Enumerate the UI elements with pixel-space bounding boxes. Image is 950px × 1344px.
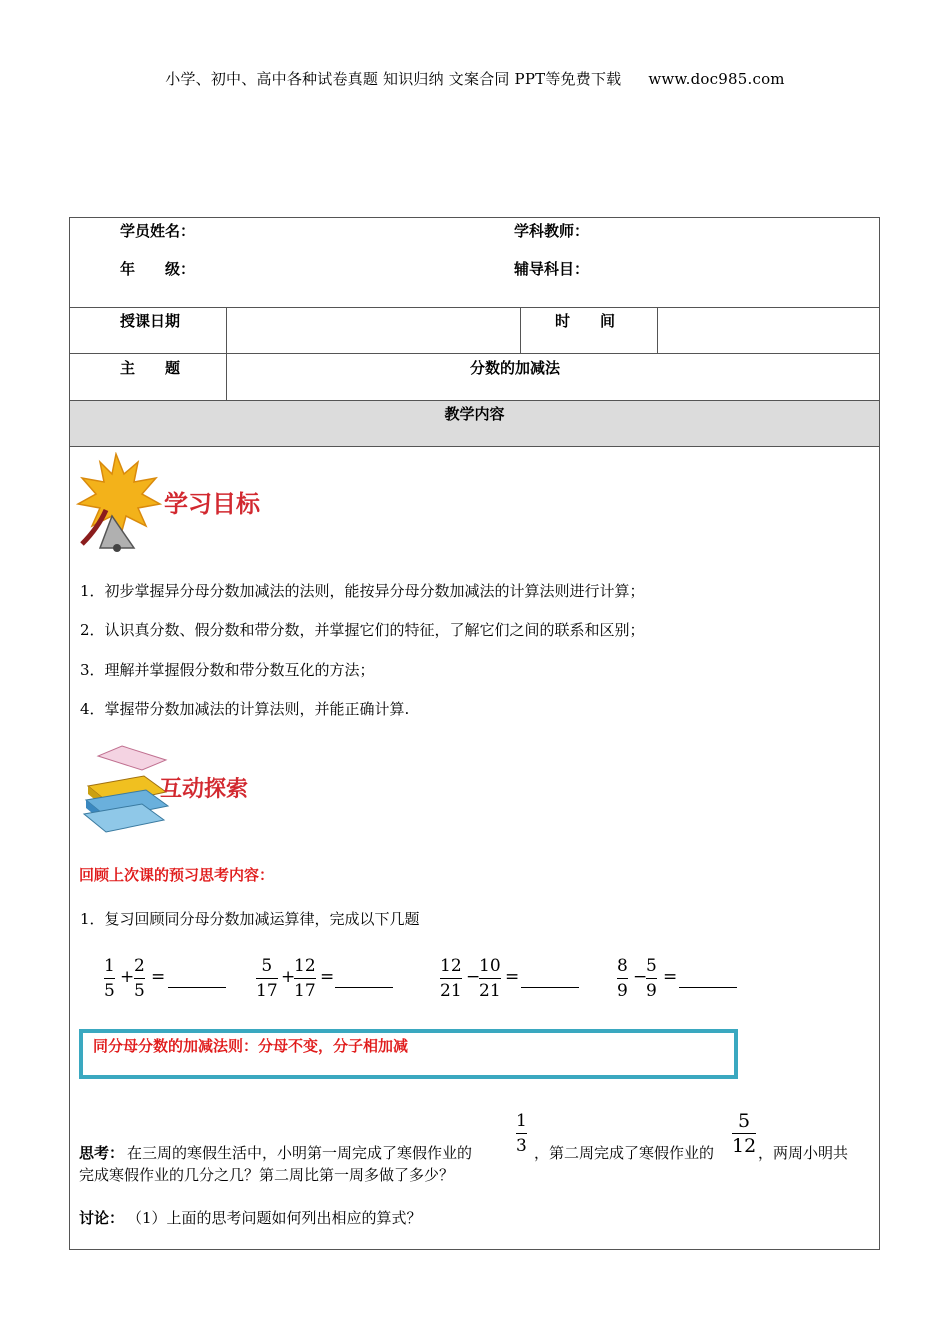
discuss-text: （1）上面的思考问题如何列出相应的算式？ bbox=[127, 1209, 422, 1227]
header-site: www.doc985.com bbox=[648, 70, 785, 88]
operator: − bbox=[466, 967, 481, 987]
think-label: 思考： bbox=[79, 1144, 125, 1162]
fraction: 1 3 bbox=[516, 1111, 527, 1156]
equals-sign: = bbox=[320, 967, 335, 987]
objective-item: 4．掌握带分数加减法的计算法则，并能正确计算. bbox=[80, 700, 410, 718]
objectives-title: 学习目标 bbox=[164, 490, 260, 518]
divider bbox=[520, 308, 521, 353]
answer-blank[interactable] bbox=[335, 987, 393, 988]
objective-item: 1．初步掌握异分母分数加减法的法则，能按异分母分数加减法的计算法则进行计算； bbox=[80, 582, 645, 600]
subject-label: 辅导科目： bbox=[514, 260, 590, 278]
equals-sign: = bbox=[151, 967, 166, 987]
explore-banner bbox=[82, 742, 282, 834]
date-row bbox=[70, 308, 879, 354]
rule-text: 同分母分数的加减法则：分母不变，分子相加减 bbox=[93, 1037, 409, 1055]
divider bbox=[226, 354, 227, 400]
equals-sign: = bbox=[663, 967, 678, 987]
review-heading: 回顾上次课的预习思考内容： bbox=[79, 866, 275, 884]
topic-value: 分数的加减法 bbox=[470, 359, 561, 377]
time-label: 时 间 bbox=[555, 312, 616, 330]
student-name-label: 学员姓名： bbox=[120, 222, 196, 240]
fraction: 12 17 bbox=[294, 956, 316, 1001]
think-text-4: 完成寒假作业的几分之几？第二周比第一周多做了多少？ bbox=[79, 1166, 455, 1184]
info-row bbox=[70, 218, 879, 308]
fraction: 5 12 bbox=[732, 1110, 757, 1157]
lesson-sheet bbox=[69, 217, 880, 1250]
divider bbox=[657, 308, 658, 353]
content-header-row bbox=[70, 401, 879, 447]
operator: + bbox=[120, 967, 135, 987]
page-header bbox=[0, 68, 950, 89]
operator: − bbox=[633, 967, 648, 987]
header-text: 小学、初中、高中各种试卷真题 知识归纳 文案合同 PPT等免费下载 bbox=[165, 70, 622, 88]
grade-label: 年 级： bbox=[120, 260, 196, 278]
rule-box bbox=[79, 1029, 738, 1079]
discuss-label: 讨论： bbox=[79, 1209, 125, 1227]
review-item: 1．复习回顾同分母分数加减运算律，完成以下几题 bbox=[80, 910, 420, 928]
fraction: 1 5 bbox=[104, 956, 115, 1001]
topic-label: 主 题 bbox=[120, 359, 181, 377]
explore-title: 互动探索 bbox=[160, 777, 249, 802]
objective-item: 3．理解并掌握假分数和带分数互化的方法； bbox=[80, 661, 375, 679]
fraction: 8 9 bbox=[617, 956, 628, 1001]
answer-blank[interactable] bbox=[168, 987, 226, 988]
objective-item: 2．认识真分数、假分数和带分数，并掌握它们的特征，了解它们之间的联系和区别； bbox=[80, 621, 645, 639]
books-icon bbox=[82, 742, 172, 834]
fraction: 12 21 bbox=[440, 956, 462, 1001]
fraction: 5 9 bbox=[646, 956, 657, 1001]
objectives-banner bbox=[76, 452, 276, 552]
topic-row bbox=[70, 354, 879, 401]
fraction: 10 21 bbox=[479, 956, 501, 1001]
fraction: 5 17 bbox=[256, 956, 278, 1001]
date-label: 授课日期 bbox=[120, 312, 181, 330]
answer-blank[interactable] bbox=[679, 987, 737, 988]
think-text-1: 在三周的寒假生活中，小明第一周完成了寒假作业的 bbox=[127, 1144, 473, 1162]
answer-blank[interactable] bbox=[521, 987, 579, 988]
maple-leaf-bell-icon bbox=[76, 452, 166, 552]
content-label: 教学内容 bbox=[444, 405, 505, 423]
think-text-3: ，两周小明共 bbox=[758, 1144, 849, 1162]
fraction: 2 5 bbox=[134, 956, 145, 1001]
equals-sign: = bbox=[505, 967, 520, 987]
teacher-label: 学科教师： bbox=[514, 222, 590, 240]
operator: + bbox=[281, 967, 296, 987]
think-text-2: ，第二周完成了寒假作业的 bbox=[534, 1144, 715, 1162]
divider bbox=[226, 308, 227, 353]
